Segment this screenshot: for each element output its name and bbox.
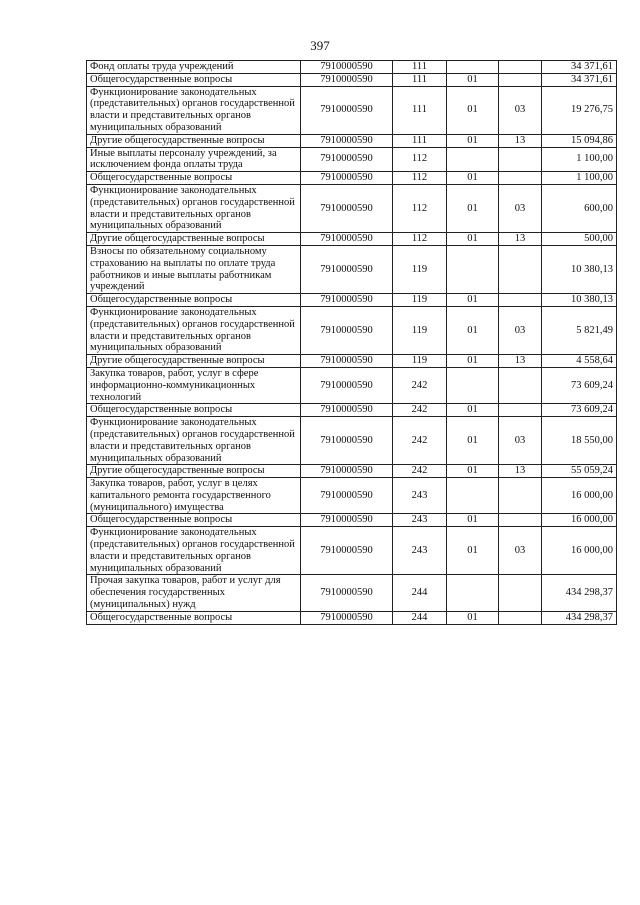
row-target-code-cell: 7910000590 [301,575,393,611]
row-section-cell: 01 [447,172,499,185]
row-name-cell: Другие общегосударственные вопросы [87,355,301,368]
row-amount-cell: 18 550,00 [542,417,617,465]
row-expense-type-cell: 112 [393,233,447,246]
row-amount-cell: 500,00 [542,233,617,246]
table-row [87,73,617,86]
row-amount-cell: 16 000,00 [542,514,617,527]
row-expense-type-cell: 112 [393,184,447,232]
row-target-code-cell: 7910000590 [301,514,393,527]
row-subsection-cell: 13 [499,233,542,246]
row-amount-cell: 34 371,61 [542,73,617,86]
row-target-code-cell: 7910000590 [301,134,393,147]
row-subsection-cell: 03 [499,527,542,575]
row-subsection-cell [499,575,542,611]
row-subsection-cell [499,172,542,185]
row-amount-cell: 19 276,75 [542,86,617,134]
row-expense-type-cell: 243 [393,514,447,527]
row-amount-cell: 15 094,86 [542,134,617,147]
row-section-cell [447,478,499,514]
row-expense-type-cell: 119 [393,306,447,354]
row-name-cell: Прочая закупка товаров, работ и услуг для обеспечения государственных (муниципальных) нужд [87,575,301,611]
row-target-code-cell: 7910000590 [301,527,393,575]
row-amount-cell: 10 380,13 [542,294,617,307]
row-section-cell: 01 [447,611,499,624]
row-amount-cell: 600,00 [542,184,617,232]
row-target-code-cell: 7910000590 [301,245,393,293]
row-amount-cell: 73 609,24 [542,367,617,403]
row-amount-cell: 73 609,24 [542,404,617,417]
row-expense-type-cell: 242 [393,465,447,478]
table-row [87,367,617,403]
row-subsection-cell: 13 [499,465,542,478]
row-amount-cell: 16 000,00 [542,527,617,575]
row-amount-cell: 16 000,00 [542,478,617,514]
row-section-cell: 01 [447,306,499,354]
table-row [87,575,617,611]
row-amount-cell: 34 371,61 [542,61,617,74]
row-subsection-cell: 03 [499,306,542,354]
row-section-cell: 01 [447,73,499,86]
row-target-code-cell: 7910000590 [301,73,393,86]
table-row [87,611,617,624]
row-expense-type-cell: 242 [393,367,447,403]
row-target-code-cell: 7910000590 [301,465,393,478]
row-name-cell: Закупка товаров, работ, услуг в целях капитального ремонта государственного (муниципального) имущества [87,478,301,514]
row-section-cell: 01 [447,355,499,368]
row-name-cell: Другие общегосударственные вопросы [87,233,301,246]
table-row [87,184,617,232]
row-amount-cell: 10 380,13 [542,245,617,293]
row-target-code-cell: 7910000590 [301,611,393,624]
row-expense-type-cell: 119 [393,245,447,293]
row-section-cell: 01 [447,134,499,147]
row-section-cell [447,367,499,403]
row-target-code-cell: 7910000590 [301,86,393,134]
row-expense-type-cell: 242 [393,417,447,465]
table-row [87,61,617,74]
row-target-code-cell: 7910000590 [301,355,393,368]
row-name-cell: Общегосударственные вопросы [87,73,301,86]
row-name-cell: Другие общегосударственные вопросы [87,134,301,147]
row-subsection-cell [499,73,542,86]
row-expense-type-cell: 112 [393,147,447,172]
page-number: 397 [310,38,330,53]
row-subsection-cell [499,514,542,527]
row-section-cell: 01 [447,417,499,465]
row-name-cell: Общегосударственные вопросы [87,514,301,527]
row-amount-cell: 1 100,00 [542,147,617,172]
row-name-cell: Взносы по обязательному социальному страхованию на выплаты по оплате труда работников и иные выплаты работникам учреждений [87,245,301,293]
row-subsection-cell [499,294,542,307]
table-row [87,86,617,134]
row-section-cell: 01 [447,86,499,134]
row-section-cell: 01 [447,514,499,527]
row-target-code-cell: 7910000590 [301,61,393,74]
row-section-cell: 01 [447,184,499,232]
row-name-cell: Функционирование законодательных (представительных) органов государственной власти и представительных органов муниципальных образований [87,86,301,134]
row-amount-cell: 5 821,49 [542,306,617,354]
row-subsection-cell [499,147,542,172]
row-name-cell: Иные выплаты персоналу учреждений, за исключением фонда оплаты труда [87,147,301,172]
table-row [87,134,617,147]
table-row [87,294,617,307]
row-section-cell: 01 [447,527,499,575]
row-section-cell [447,61,499,74]
row-section-cell [447,147,499,172]
row-name-cell: Закупка товаров, работ, услуг в сфере информационно-коммуникационных технологий [87,367,301,403]
table-row [87,404,617,417]
budget-table-body [87,61,617,625]
row-section-cell: 01 [447,404,499,417]
row-target-code-cell: 7910000590 [301,306,393,354]
table-row [87,478,617,514]
table-row [87,514,617,527]
row-expense-type-cell: 111 [393,86,447,134]
row-subsection-cell [499,367,542,403]
row-target-code-cell: 7910000590 [301,367,393,403]
row-expense-type-cell: 112 [393,172,447,185]
row-name-cell: Функционирование законодательных (представительных) органов государственной власти и представительных органов муниципальных образований [87,417,301,465]
row-name-cell: Функционирование законодательных (представительных) органов государственной власти и представительных органов муниципальных образований [87,527,301,575]
row-target-code-cell: 7910000590 [301,147,393,172]
row-name-cell: Общегосударственные вопросы [87,172,301,185]
row-expense-type-cell: 244 [393,575,447,611]
table-row [87,233,617,246]
table-row [87,527,617,575]
row-name-cell: Функционирование законодательных (представительных) органов государственной власти и представительных органов муниципальных образований [87,306,301,354]
table-row [87,465,617,478]
row-target-code-cell: 7910000590 [301,404,393,417]
row-section-cell: 01 [447,233,499,246]
table-row [87,306,617,354]
row-name-cell: Общегосударственные вопросы [87,611,301,624]
row-subsection-cell [499,245,542,293]
row-expense-type-cell: 244 [393,611,447,624]
row-name-cell: Другие общегосударственные вопросы [87,465,301,478]
row-target-code-cell: 7910000590 [301,233,393,246]
row-expense-type-cell: 119 [393,294,447,307]
row-subsection-cell: 13 [499,355,542,368]
row-subsection-cell: 03 [499,86,542,134]
row-subsection-cell [499,611,542,624]
row-name-cell: Фонд оплаты труда учреждений [87,61,301,74]
row-section-cell: 01 [447,294,499,307]
row-expense-type-cell: 111 [393,134,447,147]
table-row [87,245,617,293]
table-row [87,417,617,465]
row-target-code-cell: 7910000590 [301,478,393,514]
row-target-code-cell: 7910000590 [301,172,393,185]
row-subsection-cell [499,404,542,417]
row-section-cell [447,575,499,611]
row-subsection-cell: 03 [499,184,542,232]
row-subsection-cell [499,478,542,514]
row-subsection-cell: 13 [499,134,542,147]
row-expense-type-cell: 111 [393,61,447,74]
row-expense-type-cell: 242 [393,404,447,417]
row-target-code-cell: 7910000590 [301,184,393,232]
row-amount-cell: 434 298,37 [542,575,617,611]
row-expense-type-cell: 243 [393,478,447,514]
row-amount-cell: 434 298,37 [542,611,617,624]
row-amount-cell: 55 059,24 [542,465,617,478]
table-row [87,355,617,368]
row-expense-type-cell: 111 [393,73,447,86]
row-amount-cell: 4 558,64 [542,355,617,368]
row-subsection-cell: 03 [499,417,542,465]
row-name-cell: Функционирование законодательных (представительных) органов государственной власти и представительных органов муниципальных образований [87,184,301,232]
table-row [87,172,617,185]
row-expense-type-cell: 119 [393,355,447,368]
row-name-cell: Общегосударственные вопросы [87,294,301,307]
row-expense-type-cell: 243 [393,527,447,575]
row-target-code-cell: 7910000590 [301,417,393,465]
row-subsection-cell [499,61,542,74]
row-section-cell: 01 [447,465,499,478]
table-row [87,147,617,172]
row-section-cell [447,245,499,293]
budget-table [86,60,617,625]
row-name-cell: Общегосударственные вопросы [87,404,301,417]
row-amount-cell: 1 100,00 [542,172,617,185]
row-target-code-cell: 7910000590 [301,294,393,307]
